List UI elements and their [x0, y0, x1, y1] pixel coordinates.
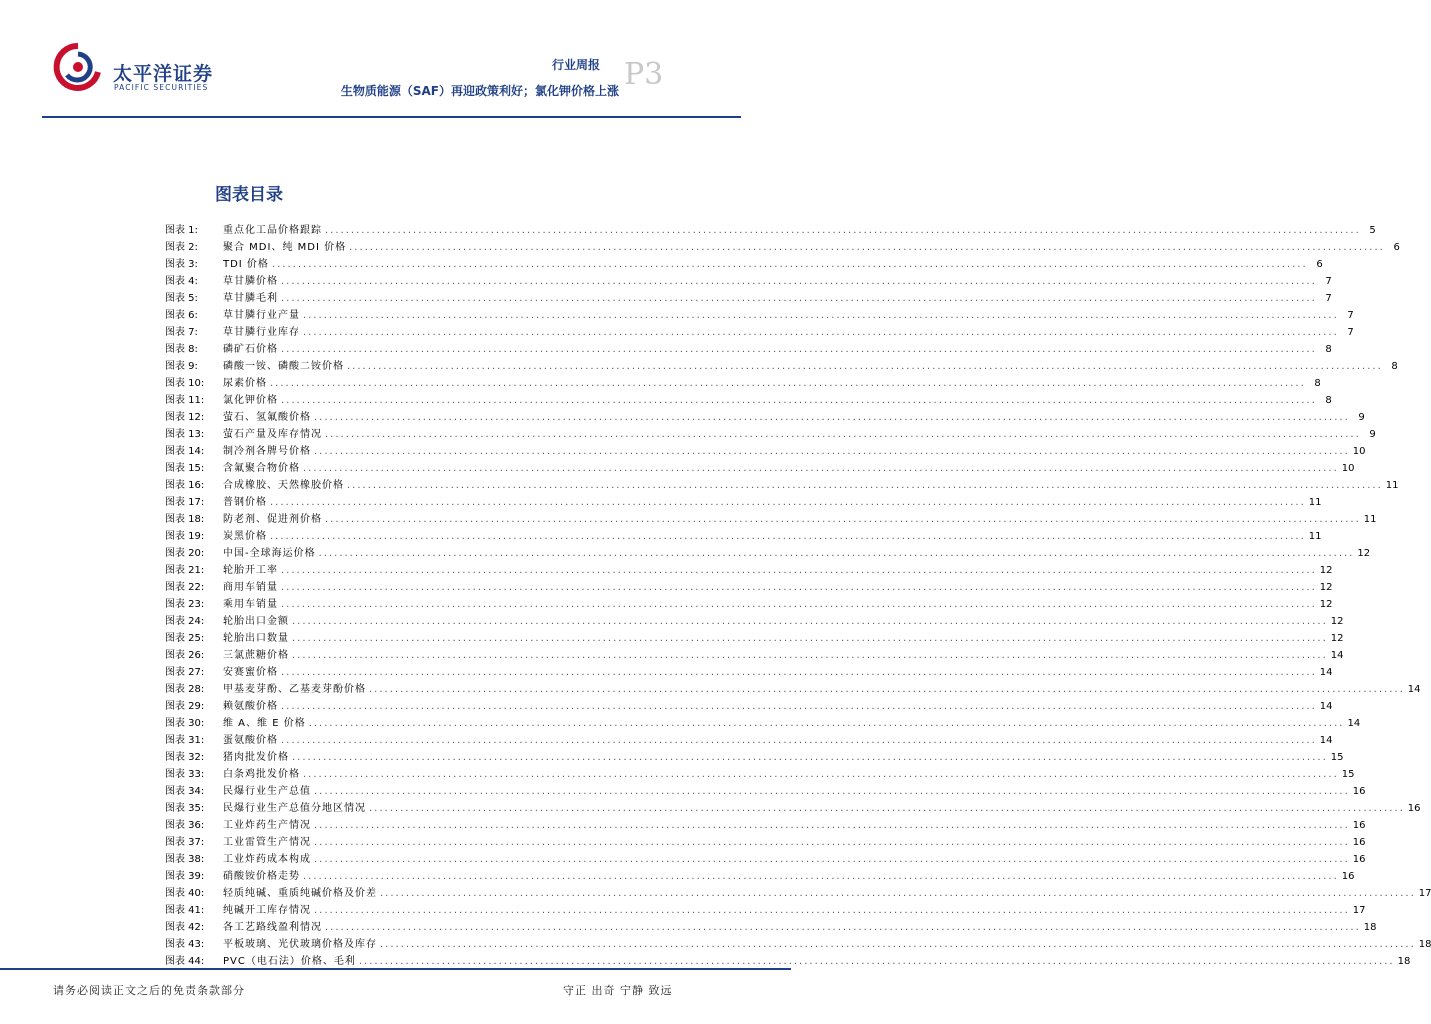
- toc-entry-label: 图表 7:: [165, 327, 198, 338]
- toc-entry-page: 5: [1369, 225, 1376, 236]
- toc-entry-label: 图表 20:: [165, 548, 205, 559]
- toc-entry[interactable]: [165, 324, 1354, 341]
- toc-entry-title: 民爆行业生产总值: [223, 786, 311, 797]
- toc-entry-page: 7: [1347, 327, 1354, 338]
- toc-entry-label: 图表 42:: [165, 922, 205, 933]
- logo-english-name: PACIFIC SECURITIES: [114, 83, 209, 92]
- toc-dot-leader: ........................................................................................................................................................................................................: [347, 361, 1383, 372]
- toc-entry-label: 图表 44:: [165, 956, 205, 967]
- toc-entry-page: 7: [1325, 293, 1332, 304]
- toc-entry-label: 图表 37:: [165, 837, 205, 848]
- toc-entry-page: 8: [1325, 395, 1332, 406]
- toc-entry-label: 图表 30:: [165, 718, 205, 729]
- toc-entry-label: 图表 17:: [165, 497, 205, 508]
- toc-entry-label: 图表 35:: [165, 803, 205, 814]
- toc-entry-page: 11: [1308, 497, 1322, 508]
- toc-entry-title: 轮胎出口数量: [223, 633, 289, 644]
- toc-entry-title: 合成橡胶、天然橡胶价格: [223, 480, 344, 491]
- toc-dot-leader: ........................................................................................................................................................................................................: [380, 939, 1416, 950]
- toc-dot-leader: ........................................................................................................................................................................................................: [347, 480, 1383, 491]
- toc-entry-title: 磷酸一铵、磷酸二铵价格: [223, 361, 344, 372]
- toc-dot-leader: ........................................................................................................................................................................................................: [314, 820, 1350, 831]
- toc-entry-page: 11: [1385, 480, 1399, 491]
- toc-entry-label: 图表 13:: [165, 429, 205, 440]
- toc-entry-label: 图表 26:: [165, 650, 205, 661]
- toc-entry-page: 14: [1319, 701, 1333, 712]
- toc-entry-title: 轮胎开工率: [223, 565, 278, 576]
- toc-dot-leader: ........................................................................................................................................................................................................: [369, 684, 1405, 695]
- toc-entry-page: 16: [1352, 854, 1366, 865]
- toc-entry-title: 磷矿石价格: [223, 344, 278, 355]
- toc-entry-title: 各工艺路线盈利情况: [223, 922, 322, 933]
- toc-entry[interactable]: [165, 579, 1333, 596]
- toc-entry-label: 图表 12:: [165, 412, 205, 423]
- toc-entry[interactable]: [165, 392, 1332, 409]
- toc-entry-label: 图表 33:: [165, 769, 205, 780]
- toc-entry[interactable]: [165, 834, 1366, 851]
- toc-dot-leader: ........................................................................................................................................................................................................: [325, 429, 1361, 440]
- toc-entry[interactable]: [165, 630, 1344, 647]
- toc-dot-leader: ........................................................................................................................................................................................................: [292, 616, 1328, 627]
- toc-entry[interactable]: [165, 647, 1344, 664]
- toc-entry-label: 图表 43:: [165, 939, 205, 950]
- toc-dot-leader: ........................................................................................................................................................................................................: [380, 888, 1416, 899]
- toc-dot-leader: ........................................................................................................................................................................................................: [281, 599, 1317, 610]
- toc-entry-label: 图表 24:: [165, 616, 205, 627]
- toc-entry-page: 14: [1330, 650, 1344, 661]
- toc-dot-leader: ........................................................................................................................................................................................................: [308, 718, 1345, 729]
- table-of-figures: [165, 222, 1431, 970]
- toc-entry-page: 12: [1330, 633, 1344, 644]
- toc-entry-label: 图表 23:: [165, 599, 205, 610]
- toc-entry-label: 图表 10:: [165, 378, 205, 389]
- toc-entry[interactable]: [165, 681, 1421, 698]
- toc-entry-page: 12: [1319, 565, 1333, 576]
- toc-entry[interactable]: [165, 222, 1376, 239]
- toc-entry[interactable]: [165, 868, 1355, 885]
- toc-entry[interactable]: [165, 426, 1376, 443]
- company-logo: [50, 42, 214, 92]
- toc-dot-leader: ........................................................................................................................................................................................................: [349, 242, 1385, 253]
- toc-entry-label: 图表 25:: [165, 633, 205, 644]
- toc-entry-page: 15: [1330, 752, 1344, 763]
- toc-entry-label: 图表 5:: [165, 293, 198, 304]
- toc-entry-page: 14: [1319, 667, 1333, 678]
- toc-entry[interactable]: [165, 494, 1322, 511]
- toc-entry[interactable]: [165, 290, 1332, 307]
- toc-dot-leader: ........................................................................................................................................................................................................: [303, 310, 1339, 321]
- toc-entry-title: 甲基麦芽酚、乙基麦芽酚价格: [223, 684, 366, 695]
- toc-dot-leader: ........................................................................................................................................................................................................: [270, 497, 1306, 508]
- toc-entry-page: 14: [1407, 684, 1421, 695]
- toc-entry[interactable]: [165, 800, 1421, 817]
- toc-entry[interactable]: [165, 936, 1431, 953]
- toc-entry-page: 17: [1352, 905, 1366, 916]
- toc-dot-leader: ........................................................................................................................................................................................................: [270, 378, 1306, 389]
- toc-entry[interactable]: [165, 885, 1431, 902]
- toc-dot-leader: ........................................................................................................................................................................................................: [325, 922, 1361, 933]
- toc-entry-title: 氯化钾价格: [223, 395, 278, 406]
- toc-entry-page: 12: [1330, 616, 1344, 627]
- toc-entry-title: 民爆行业生产总值分地区情况: [223, 803, 366, 814]
- toc-entry-title: 炭黑价格: [223, 531, 267, 542]
- toc-entry-title: 工业炸药成本构成: [223, 854, 311, 865]
- toc-entry[interactable]: [165, 749, 1344, 766]
- toc-dot-leader: ........................................................................................................................................................................................................: [281, 276, 1317, 287]
- toc-entry-page: 6: [1316, 259, 1323, 270]
- toc-entry[interactable]: [165, 613, 1344, 630]
- toc-entry-title: 赖氨酸价格: [223, 701, 278, 712]
- toc-entry[interactable]: [165, 732, 1333, 749]
- toc-entry-label: 图表 4:: [165, 276, 198, 287]
- footer-divider: [0, 968, 791, 970]
- logo-chinese-name: 太平洋证券: [113, 63, 214, 85]
- toc-dot-leader: ........................................................................................................................................................................................................: [318, 548, 1355, 559]
- toc-entry[interactable]: [165, 358, 1398, 375]
- toc-entry-title: 重点化工品价格跟踪: [223, 225, 322, 236]
- toc-entry-title: 平板玻璃、光伏玻璃价格及库存: [223, 939, 377, 950]
- toc-entry-title: 轻质纯碱、重质纯碱价格及价差: [223, 888, 377, 899]
- toc-entry-label: 图表 15:: [165, 463, 205, 474]
- toc-entry-page: 9: [1358, 412, 1365, 423]
- toc-entry[interactable]: [165, 528, 1322, 545]
- toc-dot-leader: ........................................................................................................................................................................................................: [292, 650, 1328, 661]
- logo-mark-icon: [50, 42, 106, 92]
- toc-dot-leader: ........................................................................................................................................................................................................: [303, 871, 1339, 882]
- toc-dot-leader: ........................................................................................................................................................................................................: [358, 956, 1395, 967]
- toc-dot-leader: ........................................................................................................................................................................................................: [314, 854, 1350, 865]
- toc-entry-title: 轮胎出口金额: [223, 616, 289, 627]
- toc-entry[interactable]: [165, 545, 1371, 562]
- toc-entry[interactable]: [165, 562, 1333, 579]
- toc-entry-title: 草甘膦行业产量: [223, 310, 300, 321]
- toc-entry-label: 图表 40:: [165, 888, 205, 899]
- toc-entry-page: 12: [1357, 548, 1371, 559]
- toc-entry[interactable]: [165, 375, 1321, 392]
- toc-entry-label: 图表 19:: [165, 531, 205, 542]
- toc-entry[interactable]: [165, 511, 1377, 528]
- toc-entry-label: 图表 1:: [165, 225, 198, 236]
- toc-entry[interactable]: [165, 596, 1333, 613]
- toc-entry-label: 图表 28:: [165, 684, 205, 695]
- toc-entry-page: 18: [1418, 939, 1431, 950]
- toc-entry-page: 16: [1352, 820, 1366, 831]
- toc-entry[interactable]: [165, 307, 1354, 324]
- toc-entry-label: 图表 14:: [165, 446, 205, 457]
- toc-dot-leader: ........................................................................................................................................................................................................: [292, 752, 1328, 763]
- header-divider: [42, 116, 741, 118]
- toc-dot-leader: ........................................................................................................................................................................................................: [281, 565, 1317, 576]
- toc-entry-title: 尿素价格: [223, 378, 267, 389]
- toc-entry[interactable]: [165, 341, 1332, 358]
- toc-entry[interactable]: [165, 443, 1366, 460]
- toc-entry-label: 图表 38:: [165, 854, 205, 865]
- toc-entry[interactable]: [165, 409, 1365, 426]
- toc-entry-title: 萤石、氢氟酸价格: [223, 412, 311, 423]
- toc-entry-label: 图表 21:: [165, 565, 205, 576]
- toc-entry-title: 聚合 MDI、纯 MDI 价格: [223, 242, 347, 253]
- toc-entry-label: 图表 27:: [165, 667, 205, 678]
- toc-entry[interactable]: [165, 851, 1366, 868]
- toc-entry-page: 12: [1319, 582, 1333, 593]
- toc-entry-title: 草甘膦价格: [223, 276, 278, 287]
- toc-entry-label: 图表 9:: [165, 361, 198, 372]
- toc-entry-title: 制冷剂各牌号价格: [223, 446, 311, 457]
- toc-entry-page: 8: [1314, 378, 1321, 389]
- toc-entry-label: 图表 39:: [165, 871, 205, 882]
- toc-entry[interactable]: [165, 273, 1332, 290]
- toc-entry-title: 维 A、维 E 价格: [223, 718, 306, 729]
- toc-entry[interactable]: [165, 919, 1377, 936]
- toc-entry-title: 安赛蜜价格: [223, 667, 278, 678]
- toc-entry-page: 10: [1352, 446, 1366, 457]
- toc-entry-label: 图表 34:: [165, 786, 205, 797]
- toc-entry-title: 工业炸药生产情况: [223, 820, 311, 831]
- toc-entry-page: 11: [1308, 531, 1322, 542]
- toc-entry-title: TDI 价格: [223, 259, 269, 270]
- toc-entry-label: 图表 29:: [165, 701, 205, 712]
- toc-entry-page: 7: [1347, 310, 1354, 321]
- toc-dot-leader: ........................................................................................................................................................................................................: [314, 412, 1350, 423]
- toc-entry-label: 图表 11:: [165, 395, 205, 406]
- toc-entry[interactable]: [165, 460, 1355, 477]
- toc-entry-title: 纯碱开工库存情况: [223, 905, 311, 916]
- toc-entry-title: 萤石产量及库存情况: [223, 429, 322, 440]
- toc-entry-page: 18: [1397, 956, 1411, 967]
- toc-entry-title: 草甘膦行业库存: [223, 327, 300, 338]
- toc-entry[interactable]: [165, 256, 1323, 273]
- toc-entry-page: 9: [1369, 429, 1376, 440]
- toc-entry[interactable]: [165, 664, 1333, 681]
- toc-dot-leader: ........................................................................................................................................................................................................: [281, 667, 1317, 678]
- toc-entry-page: 14: [1319, 735, 1333, 746]
- toc-dot-leader: ........................................................................................................................................................................................................: [303, 327, 1339, 338]
- toc-entry-title: 含氟聚合物价格: [223, 463, 300, 474]
- page-label: P3: [624, 57, 664, 92]
- toc-entry-label: 图表 22:: [165, 582, 205, 593]
- toc-entry[interactable]: [165, 817, 1366, 834]
- toc-entry[interactable]: [165, 766, 1355, 783]
- toc-entry-title: 白条鸡批发价格: [223, 769, 300, 780]
- toc-dot-leader: ........................................................................................................................................................................................................: [303, 463, 1339, 474]
- toc-dot-leader: ........................................................................................................................................................................................................: [314, 786, 1350, 797]
- toc-dot-leader: ........................................................................................................................................................................................................: [325, 514, 1361, 525]
- toc-dot-leader: ........................................................................................................................................................................................................: [303, 769, 1339, 780]
- report-type: 行业周报: [552, 58, 601, 72]
- toc-entry-page: 7: [1325, 276, 1332, 287]
- toc-entry-page: 16: [1352, 786, 1366, 797]
- toc-entry-title: 猪肉批发价格: [223, 752, 289, 763]
- toc-entry-page: 8: [1325, 344, 1332, 355]
- toc-dot-leader: ........................................................................................................................................................................................................: [281, 344, 1317, 355]
- toc-entry-title: PVC（电石法）价格、毛利: [223, 956, 356, 967]
- toc-entry-page: 16: [1407, 803, 1421, 814]
- toc-entry-label: 图表 31:: [165, 735, 205, 746]
- toc-entry-label: 图表 18:: [165, 514, 205, 525]
- toc-entry-page: 15: [1341, 769, 1355, 780]
- toc-entry-title: 三氯蔗糖价格: [223, 650, 289, 661]
- toc-entry[interactable]: [165, 783, 1366, 800]
- toc-dot-leader: ........................................................................................................................................................................................................: [270, 531, 1306, 542]
- toc-dot-leader: ........................................................................................................................................................................................................: [271, 259, 1308, 270]
- toc-dot-leader: ........................................................................................................................................................................................................: [369, 803, 1405, 814]
- toc-entry-page: 8: [1391, 361, 1398, 372]
- toc-dot-leader: ........................................................................................................................................................................................................: [314, 905, 1350, 916]
- toc-entry-page: 16: [1341, 871, 1355, 882]
- toc-entry-page: 11: [1363, 514, 1377, 525]
- toc-entry-page: 16: [1352, 837, 1366, 848]
- toc-dot-leader: ........................................................................................................................................................................................................: [292, 633, 1328, 644]
- toc-entry-page: 14: [1347, 718, 1361, 729]
- toc-dot-leader: ........................................................................................................................................................................................................: [281, 735, 1317, 746]
- toc-entry-label: 图表 41:: [165, 905, 205, 916]
- toc-entry-page: 10: [1341, 463, 1355, 474]
- toc-entry-title: 乘用车销量: [223, 599, 278, 610]
- toc-entry-title: 防老剂、促进剂价格: [223, 514, 322, 525]
- footer-disclaimer: 请务必阅读正文之后的免责条款部分: [53, 984, 245, 997]
- toc-entry-label: 图表 16:: [165, 480, 205, 491]
- toc-heading: 图表目录: [215, 185, 283, 205]
- toc-dot-leader: ........................................................................................................................................................................................................: [281, 701, 1317, 712]
- toc-dot-leader: ........................................................................................................................................................................................................: [281, 293, 1317, 304]
- toc-entry-label: 图表 8:: [165, 344, 198, 355]
- toc-entry[interactable]: [165, 902, 1366, 919]
- toc-dot-leader: ........................................................................................................................................................................................................: [314, 837, 1350, 848]
- toc-entry-label: 图表 32:: [165, 752, 205, 763]
- document-title: 生物质能源（SAF）再迎政策利好；氯化钾价格上涨: [340, 84, 619, 98]
- toc-entry-title: 蛋氨酸价格: [223, 735, 278, 746]
- toc-entry-title: 中国-全球海运价格: [223, 548, 316, 559]
- toc-entry-title: 普钢价格: [223, 497, 267, 508]
- toc-entry-label: 图表 36:: [165, 820, 205, 831]
- toc-entry-page: 18: [1363, 922, 1377, 933]
- toc-entry-label: 图表 3:: [165, 259, 198, 270]
- toc-entry[interactable]: [165, 698, 1333, 715]
- toc-entry-title: 硝酸铵价格走势: [223, 871, 300, 882]
- toc-entry-page: 17: [1418, 888, 1431, 899]
- toc-entry-label: 图表 6:: [165, 310, 198, 321]
- toc-dot-leader: ........................................................................................................................................................................................................: [314, 446, 1350, 457]
- toc-dot-leader: ........................................................................................................................................................................................................: [281, 582, 1317, 593]
- toc-entry-page: 6: [1393, 242, 1400, 253]
- toc-entry[interactable]: [165, 715, 1361, 732]
- toc-entry[interactable]: [165, 239, 1400, 256]
- toc-dot-leader: ........................................................................................................................................................................................................: [281, 395, 1317, 406]
- toc-entry-label: 图表 2:: [165, 242, 198, 253]
- toc-entry-page: 12: [1319, 599, 1333, 610]
- toc-entry-title: 商用车销量: [223, 582, 278, 593]
- toc-dot-leader: ........................................................................................................................................................................................................: [325, 225, 1361, 236]
- toc-entry-title: 工业雷管生产情况: [223, 837, 311, 848]
- toc-entry-title: 草甘膦毛利: [223, 293, 278, 304]
- footer-motto: 守正 出奇 宁静 致远: [563, 984, 673, 997]
- toc-entry[interactable]: [165, 477, 1399, 494]
